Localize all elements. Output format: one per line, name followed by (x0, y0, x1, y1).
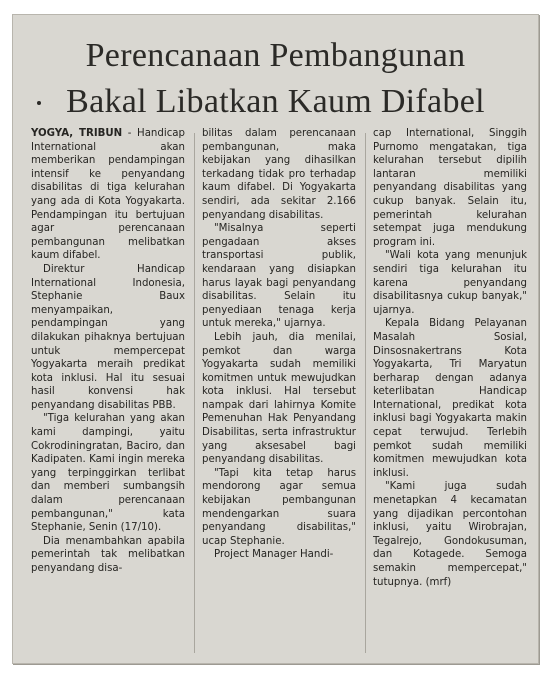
paragraph: "Kami juga sudah menetapkan 4 kecamatan yang dijadikan percontohan inklusi, yaitu Wirobrajan, Tegalrejo, Gondokusuman, dan Kotagede. Semoga semakin mempercepat," tutupnya. (mrf) (373, 481, 527, 588)
headline (13, 33, 538, 125)
column-3 (373, 127, 527, 655)
column-divider (365, 133, 366, 653)
paragraph: "Misalnya seperti pengadaan akses transportasi publik, kendaraan yang disiapkan harus layak bagi penyandang disabilitas. Selain itu penyediaan tenaga kerja untuk mereka," ujarnya. (202, 223, 356, 330)
paragraph: "Tiga kelurahan yang akan kami dampingi, yaitu Cokrodiningratan, Baciro, dan Kadipaten. Kami ingin mereka yang terpinggirkan terlibat dan memberi sumbangsih dalam perencanaan pembangunan," kata Stephanie, Senin (17/10). (31, 413, 185, 534)
headline-line-1: Perencanaan Pembangunan (85, 37, 466, 74)
paragraph-text: - Handicap International akan memberikan pendampingan intensif ke penyandang disabilitas di tiga kelurahan yang ada di Kota Yogyakarta. Pendampingan itu bertujuan agar perencanaan pembangunan melibatkan kaum difabel. (31, 128, 185, 262)
headline-line-2: Bakal Libatkan Kaum Difabel (66, 83, 485, 120)
paragraph (31, 127, 185, 263)
paragraph: "Wali kota yang menunjuk sendiri tiga kelurahan itu karena penyandang disabilitasnya cukup banyak," ujarnya. (373, 250, 527, 316)
paragraph: cap International, Singgih Purnomo mengatakan, tiga kelurahan tersebut dipilih lantaran memiliki penyandang disabilitas yang cukup banyak. Selain itu, pemerintah kelurahan setempat juga mendukung program ini. (373, 128, 527, 248)
bullet-mark (37, 101, 41, 105)
paragraph: Direktur Handicap International Indonesia, Stephanie Baux menyampaikan, pendampingan yang dilakukan pihaknya bertujuan untuk mempercepat Yogyakarta meraih predikat kota inklusi. Hal itu sesuai hasil konvensi hak penyandang disabilitas PBB. (31, 263, 185, 411)
paragraph: "Tapi kita tetap harus mendorong agar semua kebijakan pembangunan mendengarkan suara penyandang disabilitas," ucap Stephanie. (202, 467, 356, 547)
paragraph: Lebih jauh, dia menilai, pemkot dan warga Yogyakarta sudah memiliki komitmen untuk mewujudkan kota inklusi. Hal tersebut nampak dari lahirnya Komite Pemenuhan Hak Penyandang Disabilitas, serta infrastruktur yang aksesabel bagi penyandang disabilitas. (202, 331, 356, 466)
dateline: YOGYA, TRIBUN (31, 128, 123, 139)
paragraph: bilitas dalam perencanaan pembangunan, maka kebijakan yang dihasilkan terkadang tidak pro terhadap kaum difabel. Di Yogyakarta sendiri, ada sekitar 2.166 penyandang disabilitas. (202, 128, 356, 221)
column-divider (194, 133, 195, 653)
paragraph: Kepala Bidang Pelayanan Masalah Sosial, Dinsosnakertrans Kota Yogyakarta, Tri Maryatun berharap dengan adanya keterlibatan Handicap International, predikat kota inklusi bagi Yogyakarta makin cepat terwujud. Terlebih pemkot sudah memiliki komitmen mewujudkan kota inklusi. (373, 318, 527, 479)
column-1 (31, 127, 185, 655)
column-2 (202, 127, 356, 655)
newspaper-clipping (12, 14, 539, 664)
paragraph: Project Manager Handi- (214, 549, 334, 561)
paragraph: Dia menambahkan apabila pemerintah tak melibatkan penyandang disa- (31, 535, 185, 574)
article-body (31, 127, 527, 655)
